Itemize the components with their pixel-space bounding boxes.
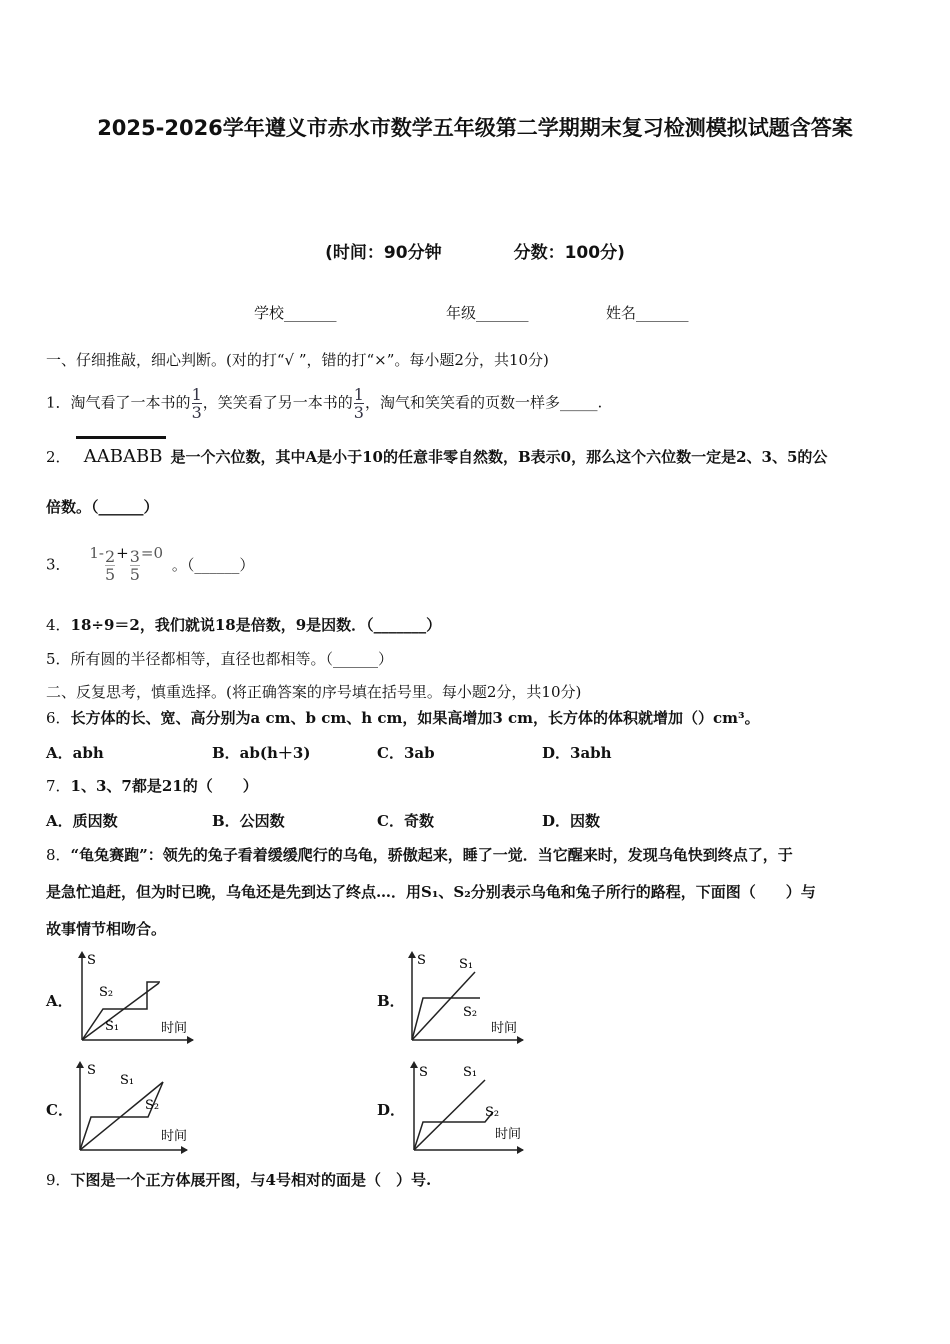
question-2-cont: 倍数。（______） — [46, 498, 159, 516]
exam-meta — [0, 238, 950, 263]
q3-plus: + — [116, 543, 129, 562]
question-6: 6．长方体的长、宽、高分别为a cm、b cm、h cm，如果高增加3 cm，长方体的体积就增加（）cm³。 — [46, 709, 760, 727]
graph-d — [405, 1060, 525, 1155]
y-label: S — [87, 1063, 96, 1078]
question-1 — [46, 386, 602, 421]
x-label: 时间 — [161, 1021, 188, 1036]
q3-equals: =0 — [140, 543, 164, 562]
q3-one: 1- — [89, 543, 104, 562]
name-field: 姓名_______ — [606, 304, 689, 322]
s2-label: S₂ — [485, 1105, 500, 1120]
s1-label: S₁ — [459, 957, 474, 972]
section-1-heading: 一、仔细推敲，细心判断。(对的打“√ ”，错的打“×”。每小题2分，共10分) — [46, 351, 549, 369]
grade-field: 年级_______ — [446, 304, 529, 322]
q8-option-b[interactable]: B． — [377, 992, 405, 1010]
graph-a — [75, 950, 195, 1045]
graph-b — [405, 950, 525, 1045]
q2-number: 2． — [46, 448, 71, 466]
q6-option-b[interactable]: B．ab(h＋3) — [212, 744, 311, 762]
q7-option-d[interactable]: D．因数 — [542, 812, 601, 830]
q8-option-d[interactable]: D． — [377, 1101, 406, 1119]
q1-text-c: ，淘气和笑笑看的页数一样多_____. — [364, 393, 603, 412]
question-5: 5．所有圆的半径都相等，直径也都相等。（______） — [46, 650, 394, 668]
fraction: $\frac{1}{3}$ — [191, 385, 202, 422]
y-label: S — [419, 1065, 428, 1080]
question-2 — [46, 447, 827, 467]
question-8: 8．“龟兔赛跑”：领先的兔子看着缓缓爬行的乌龟，骄傲起来，睡了一觉．当它醒来时，发现乌龟快到终点了，于 — [46, 846, 793, 864]
section-2-heading: 二、反复思考，慎重选择。(将正确答案的序号填在括号里。每小题2分，共10分) — [46, 683, 582, 701]
s2-line — [414, 1112, 493, 1150]
fraction: $\frac{3}{5}$ — [129, 547, 140, 584]
school-field: 学校_______ — [254, 304, 337, 322]
q7-option-a[interactable]: A．质因数 — [46, 812, 118, 830]
s1-line — [82, 983, 159, 1040]
q2-expression: AABABB — [83, 446, 163, 467]
question-8-line2: 是急忙追赶，但为时已晚，乌龟还是先到达了终点…．用S₁、S₂分别表示乌龟和兔子所行的路程，下面图（ ）与 — [46, 883, 816, 901]
q6-option-c[interactable]: C．3ab — [377, 744, 435, 762]
q7-option-b[interactable]: B．公因数 — [212, 812, 285, 830]
x-label: 时间 — [161, 1129, 188, 1144]
q1-text-b: ，笑笑看了另一本书的 — [202, 393, 353, 412]
question-3 — [46, 543, 255, 584]
q6-option-a[interactable]: A．abh — [46, 744, 104, 762]
q3-number: 3． — [46, 555, 71, 574]
s1-label: S₁ — [463, 1065, 478, 1080]
question-7: 7．1、3、7都是21的（ ） — [46, 777, 258, 795]
q3-tail: 。（______） — [171, 555, 255, 574]
graph-c — [75, 1060, 195, 1155]
q1-text-a: 淘气看了一本书的 — [70, 393, 191, 412]
q7-option-c[interactable]: C．奇数 — [377, 812, 434, 830]
y-label: S — [417, 953, 426, 968]
x-label: 时间 — [495, 1127, 522, 1142]
overline — [76, 436, 166, 439]
s1-label: S₁ — [120, 1073, 135, 1088]
q1-number: 1． — [46, 393, 71, 412]
q2-text: 是一个六位数，其中A是小于10的任意非零自然数，B表示0，那么这个六位数一定是2、3、5的公 — [170, 448, 828, 466]
question-4: 4．18÷9＝2，我们就说18是倍数，9是因数．（_______） — [46, 616, 442, 634]
question-9: 9．下图是一个正方体展开图，与4号相对的面是（ ）号. — [46, 1171, 432, 1189]
s1-label: S₁ — [105, 1019, 120, 1034]
y-label: S — [87, 953, 96, 968]
exam-score: 分数：100分) — [513, 243, 625, 263]
s2-label: S₂ — [99, 985, 114, 1000]
q6-option-d[interactable]: D．3abh — [542, 744, 612, 762]
fraction: $\frac{2}{5}$ — [104, 547, 116, 584]
s1-line — [80, 1082, 163, 1150]
x-label: 时间 — [491, 1021, 518, 1036]
question-8-line3: 故事情节相吻合。 — [46, 920, 167, 938]
q8-option-c[interactable]: C． — [46, 1101, 73, 1119]
s1-line — [414, 1080, 485, 1150]
s2-label: S₂ — [145, 1098, 160, 1113]
document-title: 2025-2026学年遵义市赤水市数学五年级第二学期期末复习检测模拟试题含答案 — [97, 116, 853, 140]
s2-label: S₂ — [463, 1005, 478, 1020]
fraction: $\frac{1}{3}$ — [353, 385, 364, 422]
q8-option-a[interactable]: A． — [46, 992, 73, 1010]
exam-time: (时间：90分钟 — [325, 243, 442, 263]
